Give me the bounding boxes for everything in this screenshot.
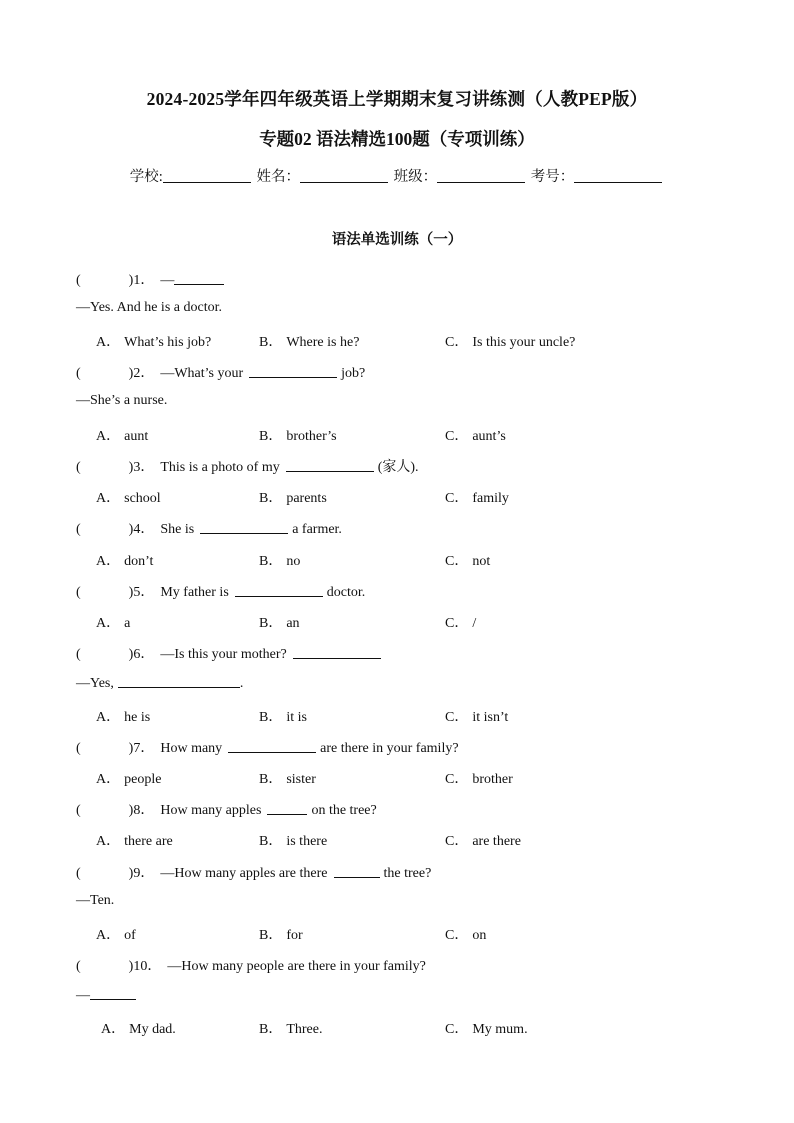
option-letter: B．	[259, 1022, 283, 1037]
dialogue-reply	[76, 893, 114, 909]
option-a[interactable]	[96, 425, 148, 445]
question-number: 7．	[133, 741, 155, 756]
option-a[interactable]	[96, 550, 153, 570]
option-letter: A．	[96, 335, 121, 350]
reply-text: —Yes,	[76, 676, 114, 691]
paren-open: (	[76, 585, 81, 600]
option-text: aunt’s	[472, 429, 506, 444]
option-letter: B．	[259, 335, 283, 350]
question-stem: —How many apples are there	[160, 866, 328, 881]
dialogue-reply	[76, 300, 222, 316]
reply-blank[interactable]	[118, 674, 240, 688]
option-text: brother’s	[286, 429, 337, 444]
option-text: parents	[286, 491, 327, 506]
option-text: My dad.	[129, 1022, 176, 1037]
question-3	[76, 456, 419, 476]
question-stem: —How many people are there in your family?	[167, 959, 426, 974]
question-10	[76, 955, 426, 975]
option-a[interactable]	[96, 924, 136, 944]
school-label: 学校:	[129, 169, 163, 185]
reply-text: —She’s a nurse.	[76, 393, 168, 408]
reply-text: —Yes. And he is a doctor.	[76, 300, 222, 315]
option-letter: B．	[259, 772, 283, 787]
answer-blank[interactable]	[235, 583, 323, 597]
option-letter: A．	[96, 491, 121, 506]
option-a[interactable]	[96, 706, 150, 726]
option-c[interactable]	[445, 1018, 528, 1038]
answer-blank[interactable]	[228, 739, 316, 753]
paren-open: (	[76, 741, 81, 756]
paren-open: (	[76, 273, 81, 288]
option-c[interactable]	[445, 612, 476, 632]
answer-blank[interactable]	[174, 271, 224, 285]
question-2	[76, 362, 365, 382]
option-c[interactable]	[445, 830, 521, 850]
option-letter: A．	[96, 616, 121, 631]
option-a[interactable]	[96, 612, 130, 632]
question-1	[76, 269, 228, 289]
option-b[interactable]	[259, 612, 300, 632]
name-blank[interactable]	[300, 168, 388, 183]
option-text: an	[286, 616, 300, 631]
option-letter: C．	[445, 710, 469, 725]
question-stem: —	[160, 273, 175, 288]
option-text: it is	[286, 710, 307, 725]
option-b[interactable]	[259, 331, 359, 351]
question-number: 4．	[133, 522, 155, 537]
paren-open: (	[76, 803, 81, 818]
option-letter: A．	[96, 429, 121, 444]
option-a[interactable]	[96, 768, 161, 788]
option-text: don’t	[124, 554, 154, 569]
question-8	[76, 799, 377, 819]
answer-blank[interactable]	[293, 645, 381, 659]
option-letter: C．	[445, 834, 469, 849]
question-stem: My father is	[160, 585, 229, 600]
paren-close: )	[128, 741, 134, 756]
question-6	[76, 643, 385, 663]
option-letter: B．	[259, 710, 283, 725]
option-text: brother	[472, 772, 513, 787]
paren-open: (	[76, 366, 81, 381]
option-c[interactable]	[445, 706, 508, 726]
option-text: a	[124, 616, 131, 631]
option-text: it isn’t	[472, 710, 509, 725]
option-letter: A．	[96, 834, 121, 849]
option-text: Three.	[286, 1022, 323, 1037]
option-letter: A．	[96, 554, 121, 569]
option-text: Where is he?	[286, 335, 360, 350]
option-a[interactable]	[96, 487, 161, 507]
option-letter: C．	[445, 491, 469, 506]
option-letter: B．	[259, 616, 283, 631]
paren-close: )	[128, 366, 134, 381]
option-text: Is this your uncle?	[472, 335, 576, 350]
page-title: 2024-2025学年四年级英语上学期期末复习讲练测（人教PEP版）	[146, 89, 648, 109]
option-text: not	[472, 554, 491, 569]
paren-close: )	[128, 959, 134, 974]
option-text: sister	[286, 772, 316, 787]
question-number: 9．	[133, 866, 155, 881]
option-text: /	[472, 616, 477, 631]
option-text: What’s his job?	[124, 335, 212, 350]
option-text: he is	[124, 710, 151, 725]
paren-open: (	[76, 522, 81, 537]
answer-blank[interactable]	[249, 364, 337, 378]
option-b[interactable]	[259, 550, 300, 570]
option-a[interactable]	[96, 830, 173, 850]
option-text: are there	[472, 834, 521, 849]
option-letter: C．	[445, 616, 469, 631]
question-stem-after: doctor.	[326, 585, 366, 600]
option-text: there are	[124, 834, 173, 849]
option-text: aunt	[124, 429, 149, 444]
option-b[interactable]	[259, 487, 327, 507]
student-info-row	[0, 165, 794, 186]
reply-text: —	[76, 988, 90, 1003]
option-letter: C．	[445, 1022, 469, 1037]
option-b[interactable]	[259, 830, 327, 850]
option-b[interactable]	[259, 1018, 323, 1038]
reply-text: —Ten.	[76, 893, 115, 908]
option-c[interactable]	[445, 425, 506, 445]
question-number: 6．	[133, 647, 155, 662]
option-text: is there	[286, 834, 328, 849]
question-stem: She is	[160, 522, 195, 537]
paren-open: (	[76, 647, 81, 662]
paren-open: (	[76, 460, 81, 475]
option-text: people	[124, 772, 162, 787]
option-a[interactable]	[101, 1018, 176, 1038]
option-letter: C．	[445, 335, 469, 350]
question-9	[76, 862, 431, 882]
option-c[interactable]	[445, 331, 575, 351]
paren-close: )	[128, 522, 134, 537]
exam-number-label: 考号：	[530, 169, 575, 185]
question-stem-after: (家人).	[377, 460, 419, 475]
question-number: 2．	[133, 366, 155, 381]
option-letter: B．	[259, 834, 283, 849]
question-4	[76, 518, 342, 538]
option-b[interactable]	[259, 768, 316, 788]
option-letter: B．	[259, 554, 283, 569]
section-title: 语法单选训练（一）	[331, 232, 463, 248]
option-text: on	[472, 928, 487, 943]
question-number: 1．	[133, 273, 155, 288]
reply-blank[interactable]	[90, 986, 136, 1000]
option-letter: C．	[445, 429, 469, 444]
question-stem-after: are there in your family?	[320, 741, 459, 756]
option-letter: C．	[445, 772, 469, 787]
question-stem: —Is this your mother?	[160, 647, 287, 662]
option-letter: C．	[445, 928, 469, 943]
option-letter: A．	[96, 928, 121, 943]
question-stem: —What’s your	[160, 366, 244, 381]
paren-open: (	[76, 959, 81, 974]
paren-close: )	[128, 273, 134, 288]
option-b[interactable]	[259, 924, 303, 944]
option-letter: A．	[101, 1022, 126, 1037]
class-label: 班级：	[393, 169, 438, 185]
question-7	[76, 737, 459, 757]
question-number: 10．	[133, 959, 162, 974]
paren-close: )	[128, 866, 134, 881]
page-subtitle: 专题02 语法精选100题（专项训练）	[259, 129, 535, 149]
dialogue-reply	[76, 393, 167, 409]
option-text: for	[286, 928, 303, 943]
option-b[interactable]	[259, 706, 307, 726]
question-number: 8．	[133, 803, 155, 818]
reply-period: .	[239, 676, 244, 691]
paren-open: (	[76, 866, 81, 881]
paren-close: )	[128, 647, 134, 662]
option-letter: A．	[96, 710, 121, 725]
option-c[interactable]	[445, 924, 486, 944]
exam-number-blank[interactable]	[574, 168, 662, 183]
answer-blank[interactable]	[200, 520, 288, 534]
option-text: no	[286, 554, 301, 569]
option-text: school	[124, 491, 161, 506]
option-c[interactable]	[445, 487, 509, 507]
school-blank[interactable]	[163, 168, 251, 183]
question-stem-after: on the tree?	[311, 803, 377, 818]
answer-blank[interactable]	[286, 458, 374, 472]
dialogue-reply	[76, 674, 243, 692]
paren-close: )	[128, 585, 134, 600]
option-text: family	[472, 491, 509, 506]
question-stem-after: job?	[341, 366, 366, 381]
question-stem-after: a farmer.	[292, 522, 342, 537]
question-number: 5．	[133, 585, 155, 600]
option-letter: A．	[96, 772, 121, 787]
question-stem: How many apples	[160, 803, 262, 818]
option-c[interactable]	[445, 768, 513, 788]
question-stem: This is a photo of my	[160, 460, 280, 475]
class-blank[interactable]	[437, 168, 525, 183]
option-letter: B．	[259, 928, 283, 943]
paren-close: )	[128, 803, 134, 818]
option-letter: B．	[259, 429, 283, 444]
option-c[interactable]	[445, 550, 490, 570]
option-letter: C．	[445, 554, 469, 569]
question-number: 3．	[133, 460, 155, 475]
question-stem: How many	[160, 741, 223, 756]
name-label: 姓名：	[256, 169, 300, 185]
option-text: My mum.	[472, 1022, 528, 1037]
option-text: of	[124, 928, 136, 943]
option-letter: B．	[259, 491, 283, 506]
question-stem-after: the tree?	[383, 866, 432, 881]
answer-blank[interactable]	[334, 864, 380, 878]
question-5	[76, 581, 365, 601]
paren-close: )	[128, 460, 134, 475]
option-a[interactable]	[96, 331, 211, 351]
answer-blank[interactable]	[267, 801, 307, 815]
option-b[interactable]	[259, 425, 337, 445]
dialogue-reply	[76, 986, 136, 1004]
